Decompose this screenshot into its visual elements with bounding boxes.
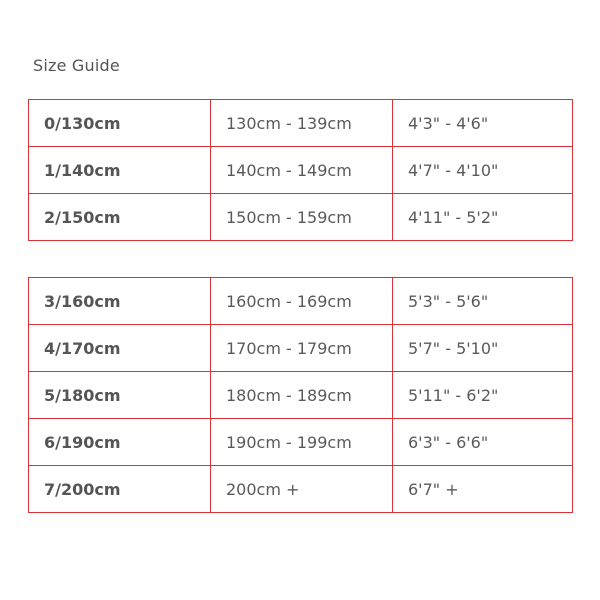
size-cell: 7/200cm — [29, 466, 211, 513]
size-table-2 — [28, 277, 573, 513]
cm-range-cell: 200cm + — [211, 466, 393, 513]
table-row — [29, 466, 573, 513]
table-row — [29, 419, 573, 466]
table-row — [29, 194, 573, 241]
table-row — [29, 372, 573, 419]
cm-range-cell: 160cm - 169cm — [211, 278, 393, 325]
table-row — [29, 100, 573, 147]
size-cell: 4/170cm — [29, 325, 211, 372]
size-cell: 3/160cm — [29, 278, 211, 325]
feet-range-cell: 6'7" + — [393, 466, 573, 513]
size-cell: 6/190cm — [29, 419, 211, 466]
size-table-1 — [28, 99, 573, 241]
cm-range-cell: 130cm - 139cm — [211, 100, 393, 147]
feet-range-cell: 4'7" - 4'10" — [393, 147, 573, 194]
size-cell: 1/140cm — [29, 147, 211, 194]
page-title: Size Guide — [33, 56, 120, 75]
size-cell: 2/150cm — [29, 194, 211, 241]
feet-range-cell: 6'3" - 6'6" — [393, 419, 573, 466]
feet-range-cell: 4'3" - 4'6" — [393, 100, 573, 147]
feet-range-cell: 5'7" - 5'10" — [393, 325, 573, 372]
cm-range-cell: 140cm - 149cm — [211, 147, 393, 194]
feet-range-cell: 5'11" - 6'2" — [393, 372, 573, 419]
table-row — [29, 147, 573, 194]
size-cell: 0/130cm — [29, 100, 211, 147]
feet-range-cell: 4'11" - 5'2" — [393, 194, 573, 241]
cm-range-cell: 190cm - 199cm — [211, 419, 393, 466]
cm-range-cell: 150cm - 159cm — [211, 194, 393, 241]
cm-range-cell: 170cm - 179cm — [211, 325, 393, 372]
table-row — [29, 325, 573, 372]
table-row — [29, 278, 573, 325]
cm-range-cell: 180cm - 189cm — [211, 372, 393, 419]
size-cell: 5/180cm — [29, 372, 211, 419]
feet-range-cell: 5'3" - 5'6" — [393, 278, 573, 325]
